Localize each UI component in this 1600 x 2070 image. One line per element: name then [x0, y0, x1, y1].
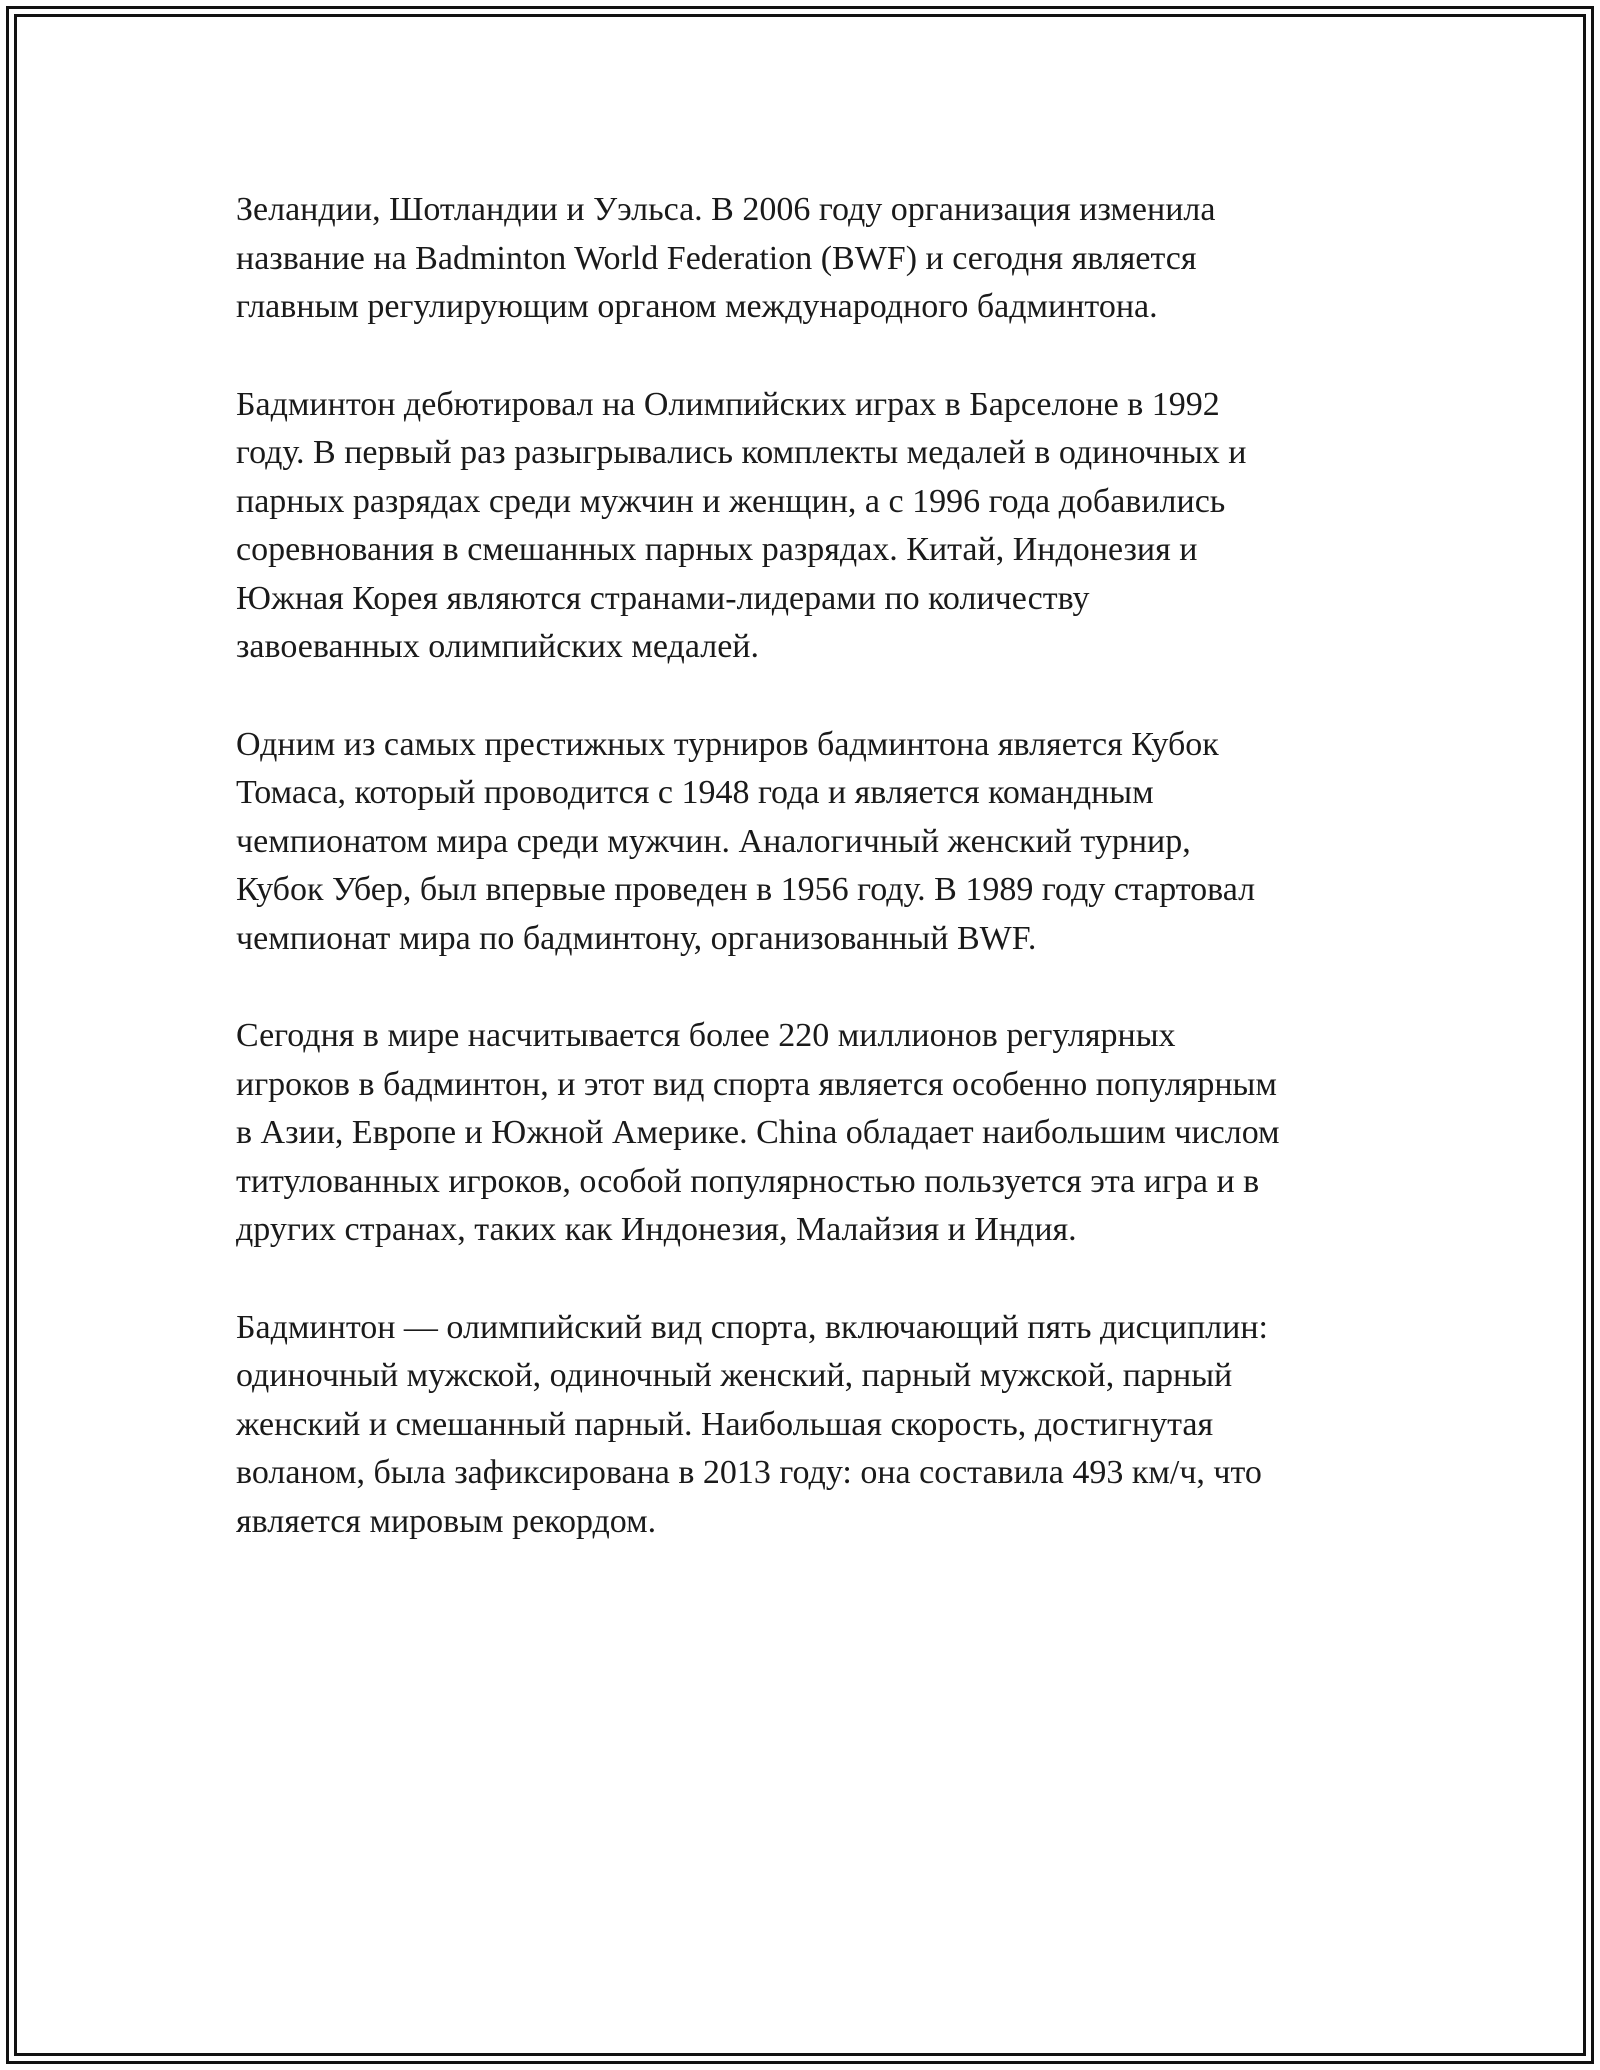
paragraph-tournaments: Одним из самых престижных турниров бадминтона является Кубок Томаса, который проводится с 1948 года и является командным чемпионатом мира среди мужчин. Аналогичный женский турнир, Кубок Убер, был впервые проведен в 1956 году. В 1989 году стартовал чемпионат мира по бадминтону, организованный BWF. — [236, 725, 1256, 957]
paragraph-disciplines: Бадминтон — олимпийский вид спорта, включающий пять дисциплин: одиночный мужской, одиночный женский, парный мужской, парный женский и смешанный парный. Наибольшая скорость, достигнутая воланом, была зафиксирована в 2013 году: она составила 493 км/ч, что является мировым рекордом. — [236, 1308, 1268, 1540]
paragraph-olympic-debut: Бадминтон дебютировал на Олимпийских играх в Барселоне в 1992 году. В первый раз разыгрывались комплекты медалей в одиночных и парных разрядах среди мужчин и женщин, а с 1996 года добавились соревнования в смешанных парных разрядах. Китай, Индонезия и Южная Корея являются странами-лидерами по количеству завоеванных олимпийских медалей. — [236, 385, 1247, 665]
paragraph-popularity: Сегодня в мире насчитывается более 220 миллионов регулярных игроков в бадминтон, и этот вид спорта является особенно популярным в Азии, Европе и Южной Америке. China обладает наибольшим числом титулованных игроков, особой популярностью пользуется эта игра и в других странах, таких как Индонезия, Малайзия и Индия. — [236, 1017, 1280, 1248]
paragraph-bwf-history: Зеландии, Шотландии и Уэльса. В 2006 году организация изменила название на Badminton World Federation (BWF) и сегодня является главным регулирующим органом международного бадминтона. — [236, 191, 1216, 325]
document-body — [236, 186, 1386, 1595]
